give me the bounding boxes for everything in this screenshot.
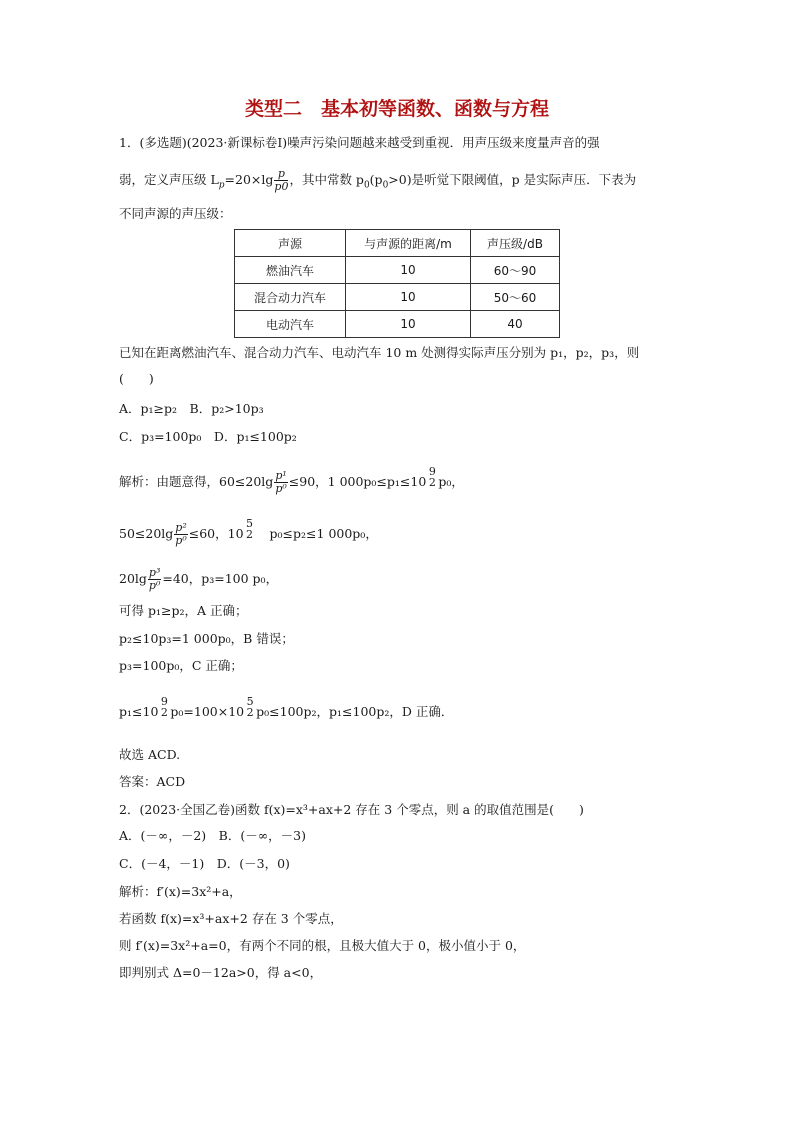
q1-sub: 0 xyxy=(363,180,370,191)
table-cell: 40 xyxy=(471,311,560,338)
solution-label: 解析： xyxy=(119,474,157,489)
q1-solution-line1 xyxy=(119,465,464,495)
exponent-denominator: 2 xyxy=(428,476,436,489)
fraction-denominator: p0 xyxy=(274,180,289,193)
table-cell: 电动汽车 xyxy=(235,311,346,338)
solution-fraction xyxy=(274,470,287,495)
solution-text: p₁≤10 xyxy=(119,704,159,719)
q1-stem-line1: 1．(多选题)(2023·新课标卷Ⅰ)噪声污染问题越来越受到重视．用声压级来度量声音的强 xyxy=(119,135,600,150)
table-header-row xyxy=(235,230,560,257)
solution-text: ≤90，1 000p₀≤p₁≤10 xyxy=(288,474,427,489)
q1-text: (p xyxy=(369,172,383,187)
exponent-denominator: 2 xyxy=(246,706,254,719)
exponent-denominator: 2 xyxy=(246,528,254,541)
q1-answer: 答案：ACD xyxy=(119,774,186,789)
exponent-numerator: 9 xyxy=(428,465,436,478)
exponent-numerator: 9 xyxy=(160,695,168,708)
table-cell: 混合动力汽车 xyxy=(235,284,346,311)
table-cell: 60～90 xyxy=(471,257,560,284)
table-row xyxy=(235,311,560,338)
solution-text: 由题意得，60≤20lg xyxy=(156,474,274,489)
q1-solution-line5: p₂≤10p₃=1 000p₀，B 错误； xyxy=(119,631,294,646)
table-row xyxy=(235,257,560,284)
q1-text: 弱，定义声压级 L xyxy=(119,172,219,187)
q1-fraction xyxy=(274,168,288,193)
solution-fraction xyxy=(174,522,187,547)
solution-text: ≤60，10 xyxy=(188,526,244,541)
q1-solution-line4: 可得 p₁≥p₂，A 正确； xyxy=(119,603,248,618)
q1-text: >0)是听觉下限阈值，p 是实际声压．下表为 xyxy=(388,172,637,187)
table-header: 声源 xyxy=(235,230,346,257)
solution-text: p₀=100×10 xyxy=(170,704,245,719)
q1-solution-line3 xyxy=(119,567,278,592)
q2-options-ab: A．(－∞，－2) B．(－∞，－3) xyxy=(119,828,306,843)
fraction-denominator: p⁰ xyxy=(275,482,287,495)
exponent-fraction xyxy=(244,696,256,718)
q1-conclusion: 故选 ACD. xyxy=(119,747,181,762)
solution-text: p₀≤p₂≤1 000p₀， xyxy=(269,526,378,541)
table-cell: 10 xyxy=(346,284,471,311)
q2-solution-line2: 若函数 f(x)=x³+ax+2 存在 3 个零点， xyxy=(119,911,343,926)
fraction-numerator: p¹ xyxy=(275,469,287,482)
solution-text: 50≤20lg xyxy=(119,526,174,541)
table-header: 声压级/dB xyxy=(471,230,560,257)
q1-text: ，其中常数 p xyxy=(289,172,364,187)
fraction-denominator: p⁰ xyxy=(148,579,161,592)
solution-text: =40，p₃=100 p₀， xyxy=(162,571,279,586)
q2-stem: 2．(2023·全国乙卷)函数 f(x)=x³+ax+2 存在 3 个零点，则 a 的取值范围是( ) xyxy=(119,802,584,817)
q1-options-ab: A．p₁≥p₂ B．p₂>10p₃ xyxy=(119,401,264,416)
q1-stem-line4: 已知在距离燃油汽车、混合动力汽车、电动汽车 10 m 处测得实际声压分别为 p₁，p₂，p₃，则 xyxy=(119,345,640,360)
fraction-numerator: p xyxy=(274,168,288,181)
q1-sub: 0 xyxy=(382,180,389,191)
exponent-numerator: 5 xyxy=(246,695,254,708)
q1-sub: p xyxy=(218,180,225,191)
table-cell: 50～60 xyxy=(471,284,560,311)
solution-fraction xyxy=(148,567,161,592)
q1-text: =20×lg xyxy=(224,172,274,187)
fraction-denominator: p⁰ xyxy=(175,534,187,547)
q2-options-cd: C．(－4，－1) D．(－3，0) xyxy=(119,856,290,871)
solution-text: p₀， xyxy=(438,474,464,489)
q2-solution-line1: 解析：f′(x)=3x²+a， xyxy=(119,884,242,899)
sound-source-table xyxy=(234,229,560,338)
q1-options-cd: C．p₃=100p₀ D．p₁≤100p₂ xyxy=(119,429,297,444)
table-cell: 10 xyxy=(346,311,471,338)
table-row xyxy=(235,284,560,311)
page-title: 类型二 基本初等函数、函数与方程 xyxy=(244,98,549,120)
fraction-numerator: p³ xyxy=(148,566,161,579)
q1-solution-line2 xyxy=(119,517,378,547)
q2-solution-line4: 即判别式 Δ=0－12a>0，得 a<0， xyxy=(119,965,323,980)
solution-text: p₀≤100p₂，p₁≤100p₂，D 正确． xyxy=(256,704,454,719)
table-cell: 10 xyxy=(346,257,471,284)
solution-text: 20lg xyxy=(119,571,147,586)
exponent-fraction xyxy=(158,696,170,718)
q1-solution-line7 xyxy=(119,695,454,721)
exponent-fraction xyxy=(426,466,438,488)
exponent-fraction xyxy=(244,518,256,540)
exponent-denominator: 2 xyxy=(160,706,168,719)
q1-stem-line3: 不同声源的声压级： xyxy=(119,206,232,221)
q1-stem-line5: ( ) xyxy=(119,371,154,386)
q2-solution-line3: 则 f′(x)=3x²+a=0，有两个不同的根，且极大值大于 0，极小值小于 0， xyxy=(119,938,526,953)
fraction-numerator: p² xyxy=(175,521,187,534)
table-header: 与声源的距离/m xyxy=(346,230,471,257)
q1-stem-line2 xyxy=(119,168,636,195)
table-cell: 燃油汽车 xyxy=(235,257,346,284)
q1-solution-line6: p₃=100p₀，C 正确； xyxy=(119,658,243,673)
exponent-numerator: 5 xyxy=(246,517,254,530)
